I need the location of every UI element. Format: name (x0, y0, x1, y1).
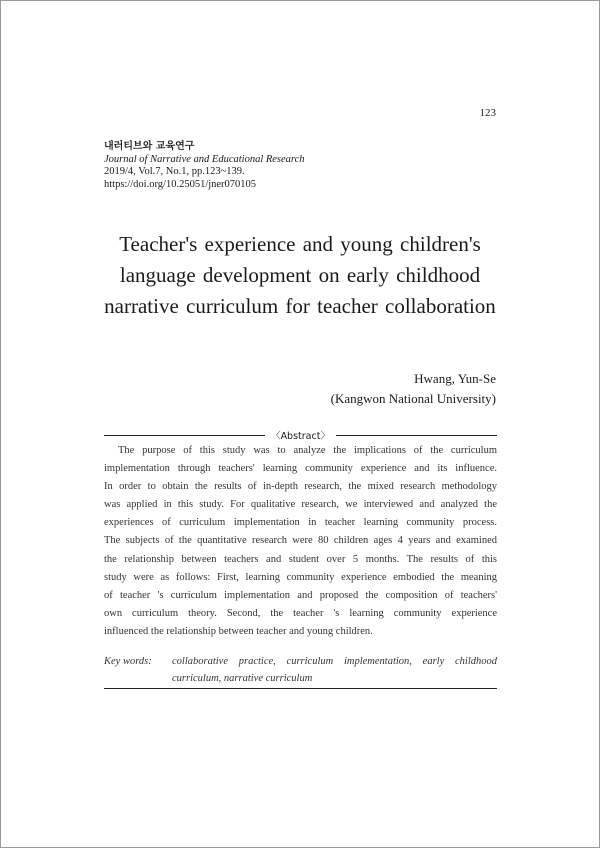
author-name: Hwang, Yun-Se (414, 371, 496, 386)
journal-doi: https://doi.org/10.25051/jner070105 (104, 178, 257, 190)
journal-korean-title: 내러티브와 교육연구 (104, 141, 195, 152)
abstract-line: of teacher 's curriculum implementation and proposed the composition of teachers' (104, 589, 497, 601)
title-line: Teacher's experience and young children's (119, 232, 481, 256)
abstract-line: study were as follows: First, learning community experience embodied the meaning (104, 571, 497, 583)
abstract-body (104, 442, 497, 641)
keywords-line: curriculum, narrative curriculum (172, 673, 313, 684)
author-affiliation: (Kangwon National University) (330, 391, 496, 406)
abstract-line: The purpose of this study was to analyze the implications of the curriculum (118, 445, 497, 456)
abstract-label: 〈Abstract〉 (271, 431, 330, 442)
abstract-line: The subjects of the quantitative research were 80 children ages 4 years and examined (104, 535, 497, 547)
abstract-header (104, 427, 497, 443)
journal-english-title: Journal of Narrative and Educational Research (104, 153, 305, 165)
page-number: 123 (479, 107, 496, 119)
abstract-line: the relationship between teachers and student over 5 months. The results of this (104, 553, 497, 565)
abstract-line: implementation through teachers' learning community experience and its influence. (104, 463, 497, 475)
abstract-line: In order to obtain the results of in-depth research, the mixed research methodology (104, 481, 497, 493)
bottom-rule (104, 688, 497, 689)
journal-info (104, 141, 305, 191)
keywords-line: collaborative practice, curriculum implementation, early childhood (172, 656, 497, 667)
abstract-line: own curriculum theory. Second, the teacher 's learning community experience (104, 607, 497, 619)
abstract-line: influenced the relationship between teacher and young children. (104, 625, 373, 637)
abstract-rule-right (336, 435, 497, 436)
paper-title (60, 229, 540, 322)
abstract-line: experiences of curriculum implementation in teacher learning community process. (104, 517, 497, 529)
author-block (331, 369, 496, 409)
journal-issue: 2019/4, Vol.7, No.1, pp.123~139. (104, 166, 245, 177)
keywords (104, 653, 497, 687)
title-line: language development on early childhood (119, 263, 481, 287)
abstract-line: was applied in this study. For qualitative research, we interviewed and analyzed the (104, 499, 497, 511)
abstract-rule-left (104, 435, 265, 436)
title-line: narrative curriculum for teacher collaboration (104, 294, 496, 318)
keywords-label: Key words: (104, 656, 152, 667)
